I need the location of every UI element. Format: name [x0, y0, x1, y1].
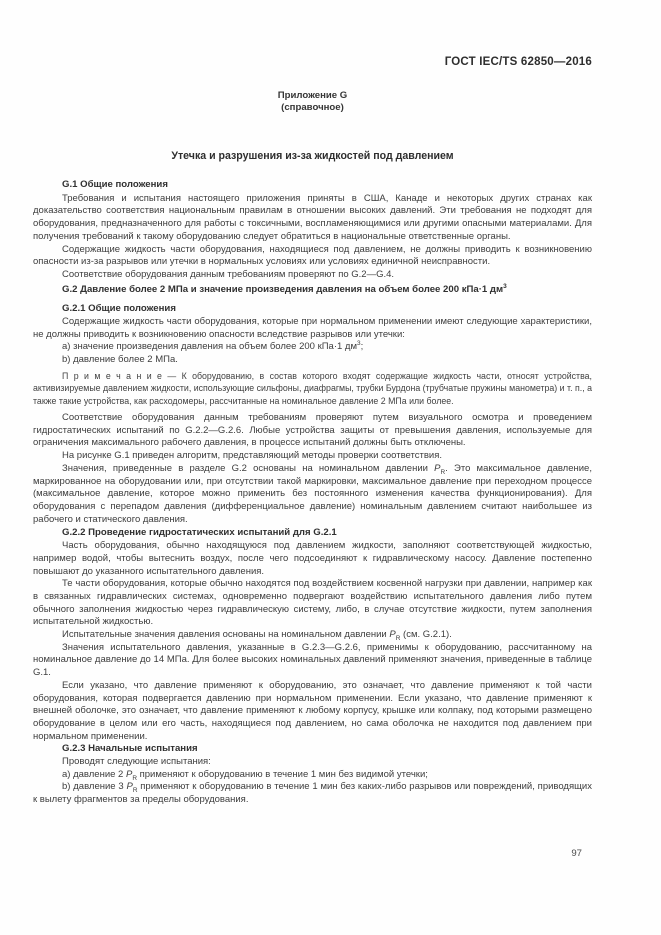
- paragraph: Содержащие жидкость части оборудования, находящиеся под давлением, не должны приводить к возникновению опасности из-за разрывов или утечки в нормальных условиях или условиях единичной неисправности.: [33, 243, 592, 268]
- annex-kind: (справочное): [281, 101, 344, 113]
- section-heading-g1: G.1 Общие положения: [62, 179, 168, 190]
- page-title: Утечка и разрушения из-за жидкостей под давлением: [171, 150, 454, 162]
- paragraph: Соответствие оборудования данным требованиям проверяют по G.2—G.4.: [62, 268, 395, 280]
- list-item-a: a) давление 2 $P_R$ применяют к оборудованию в течение 1 мин без видимой утечки;: [62, 768, 428, 782]
- section-heading-g2: G.2 Давление более 2 МПа и значение произведения давления на объем более 200 кПа·1 $дм^3$: [62, 282, 507, 295]
- section-heading-g22: G.2.2 Проведение гидростатических испытаний для G.2.1: [62, 527, 337, 539]
- paragraph: Соответствие оборудования данным требованиям проверяют путем визуального осмотра и проведением гидростатических испытаний по G.2.2—G.2.6. Любые устройства защиты от превышения давления, используемые для ограничения максимального рабочего давления, в процессе испытаний должны быть отключены.: [33, 412, 592, 449]
- section-heading-g23: G.2.3 Начальные испытания: [62, 743, 198, 755]
- section-heading-g21: G.2.1 Общие положения: [62, 303, 176, 315]
- doc-code: ГОСТ IEC/TS 62850—2016: [444, 56, 592, 68]
- list-item-b: b) давление 3 $P_R$ применяют к оборудованию в течение 1 мин без каких-либо разрывов или повреждений, приводящих к вылету фрагментов за пределы оборудования.: [33, 781, 592, 806]
- paragraph: Часть оборудования, обычно находящуюся под давлением жидкости, заполняют соответствующей жидкостью, например водой, чтобы вытеснить воздух, после чего подсоединяют к гидравлическому насосу. Давление постепенно повышают до указанного испытательного давления.: [33, 540, 592, 577]
- paragraph: Значения испытательного давления, указанные в G.2.3—G.2.6, применимы к оборудованию, рассчитанному на номинальное давление до 14 МПа. Для более высоких номинальных давлений применяют значения, приведенные в таблице G.1.: [33, 641, 592, 679]
- page-number: 97: [571, 848, 582, 859]
- page-content: [33, 0, 592, 807]
- paragraph: Проводят следующие испытания:: [62, 756, 211, 768]
- paragraph: Содержащие жидкость части оборудования, которые при нормальном применении имеют следующие характеристики, не должны приводить к возникновению опасности вследствие разрывов или утечки:: [33, 316, 592, 340]
- note: П р и м е ч а н и е — К оборудованию, в состав которого входят содержащие жидкость части, относят устройства, активизируемые давлением жидкости, использующие сильфоны, диафрагмы, трубки Бурдона (трубчатые пружины манометра) и т. п., а также такие устройства, как расходомеры, рассчитанные на номинальное давление 2 МПа или более.: [33, 370, 592, 406]
- paragraph: Если указано, что давление применяют к оборудованию, это означает, что давление применяют к той части оборудования, которая подвергается давлению при нормальном применении. Если указано, что давление применяют к внешней оболочке, это означает, что давление применяют к любому корпусу, крышке или колпаку, под которыми размещено оборудование в целом или его часть, находящиеся под давлением, но сама оболочка не находится под давлением при нормальном применении.: [33, 679, 592, 742]
- list-item-b: b) давление более 2 МПа.: [62, 354, 178, 366]
- paragraph: Значения, приведенные в разделе G.2 основаны на номинальном давлении $P_R$. Это максимальное давление, маркированное на оборудовании или, при отсутствии такой маркировки, максимальное давление при переходном процессе (максимальное давление, которое можно применить без постоянного изменения качества функционирования). Для оборудования с перепадом давления (дифференциальное давление) номинальным давлением считают наибольшее из рабочего и статического давления.: [33, 462, 592, 525]
- list-item-a: a) значение произведения давления на объем более 200 кПа·1 $дм^3$;: [62, 340, 364, 353]
- paragraph: Требования и испытания настоящего приложения приняты в США, Канаде и некоторых других странах как доказательство соответствия национальным правилам в отношении высоких давлений. Эти требования не подходят для оборудования, предназначенного для работы с токсичными, воспламеняющимися или другими опасными материалами. Для получения требований к такому оборудованию следует обратиться в национальные ответственные органы.: [33, 192, 592, 242]
- paragraph: На рисунке G.1 приведен алгоритм, представляющий методы проверки соответствия.: [62, 450, 442, 462]
- paragraph: Испытательные значения давления основаны на номинальном давлении $P_R$ (см. G.2.1).: [62, 629, 452, 642]
- annex-label: Приложение G: [277, 90, 348, 101]
- paragraph: Те части оборудования, которые обычно находятся под воздействием косвенной нагрузки при давлении, например как в связанных гидравлических системах, одновременно подвергают воздействию испытательного давления либо путем обычного заполнения жидкостью через гидравлическую систему, либо, в случае отсутствие жидкости, путем заполнения испытательной жидкостью.: [33, 578, 592, 628]
